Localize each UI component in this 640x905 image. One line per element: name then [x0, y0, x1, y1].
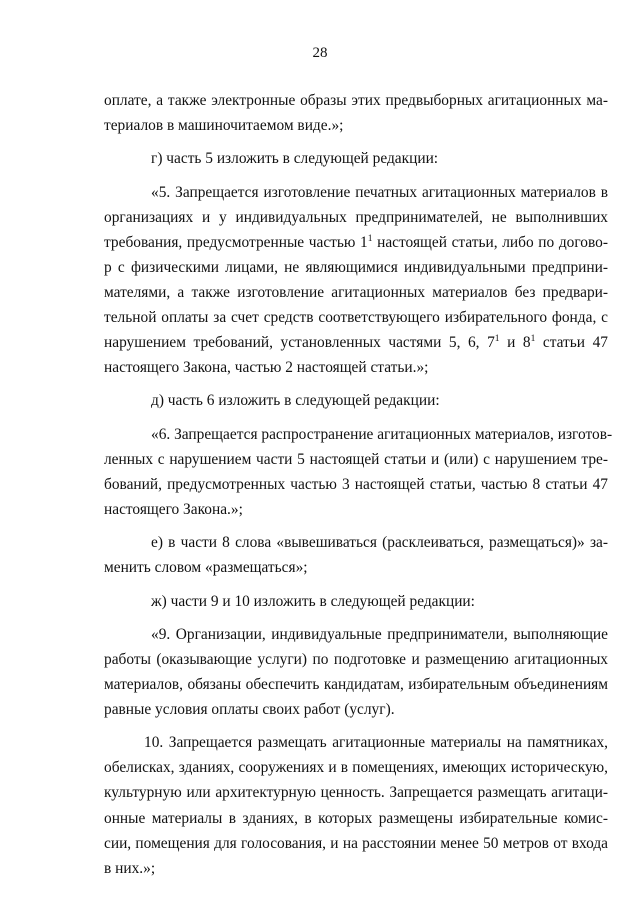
- document-body: [104, 88, 613, 881]
- text-segment: и 8: [499, 334, 531, 352]
- text-line: настоящего Закона.»;: [104, 500, 243, 518]
- text-line: культурную или архитектурную ценность. Запрещается размещать агитаци-: [104, 784, 608, 802]
- superscript: 1: [367, 233, 373, 244]
- text-line: «6. Запрещается распространение агитационных материалов, изготов-: [151, 425, 613, 443]
- text-line: териалов в машиночитаемом виде.»;: [104, 117, 344, 135]
- text-line: организациях и у индивидуальных предпринимателей, не выполнивших: [104, 208, 608, 226]
- text-line: р с физическими лицами, не являющимися индивидуальными предприни-: [104, 258, 608, 276]
- text-line: настоящего Закона, частью 2 настоящей статьи.»;: [104, 359, 429, 377]
- text-line: [104, 230, 608, 255]
- text-line: оплате, а также электронные образы этих предвыборных агитационных ма-: [104, 92, 608, 109]
- text-line: равные условия оплаты своих работ (услуг).: [104, 701, 395, 719]
- page-number: 28: [312, 45, 328, 61]
- text-line: «9. Организации, индивидуальные предприниматели, выполняющие: [151, 625, 608, 643]
- text-line: 10. Запрещается размещать агитационные материалы на памятниках,: [144, 734, 608, 752]
- paragraph-4: [104, 388, 608, 413]
- paragraph-8: [104, 622, 608, 722]
- text-line: обелисках, зданиях, сооружениях и в помещениях, имеющих историческую,: [104, 759, 608, 777]
- text-line: е) в части 8 слова «вывешиваться (расклеиваться, размещаться)» за-: [151, 534, 608, 552]
- text-segment: статьи 47: [535, 334, 608, 352]
- paragraph-6: [104, 530, 608, 580]
- paragraph-5: [104, 422, 613, 522]
- text-line: ж) части 9 и 10 изложить в следующей редакции:: [151, 592, 475, 610]
- text-line: сии, помещения для голосования, и на расстоянии менее 50 метров от входа: [104, 834, 608, 852]
- text-line: «5. Запрещается изготовление печатных агитационных материалов в: [151, 183, 608, 201]
- text-line: менить словом «размещаться»;: [104, 559, 308, 577]
- text-line: тельной оплаты за счет средств соответствующего избирательного фонда, с: [104, 309, 608, 327]
- text-line: онные материалы в зданиях, в которых размещены избирательные комис-: [104, 809, 608, 827]
- paragraph-1: [104, 88, 608, 138]
- text-segment: настоящей статьи, либо по догово-: [372, 233, 608, 251]
- text-line: в них.»;: [104, 859, 156, 877]
- text-line: материалов, обязаны обеспечить кандидатам, избирательным объединениям: [104, 675, 608, 693]
- text-segment: требования, предусмотренные частью 1: [104, 233, 368, 251]
- text-segment: нарушением требований, установленных частями 5, 6, 7: [104, 334, 495, 352]
- text-line: ленных с нарушением части 5 настоящей статьи и (или) с нарушением тре-: [104, 450, 608, 468]
- paragraph-2: [104, 146, 608, 171]
- superscript: 1: [530, 334, 536, 345]
- paragraph-7: [104, 589, 608, 614]
- text-line: [104, 330, 608, 355]
- text-line: мателями, а также изготовление агитационных материалов без предвари-: [104, 283, 608, 301]
- superscript: 1: [494, 334, 500, 345]
- text-line: бований, предусмотренных частью 3 настоящей статьи, частью 8 статьи 47: [104, 475, 608, 493]
- text-line: г) часть 5 изложить в следующей редакции:: [151, 150, 439, 168]
- paragraph-9: [104, 730, 608, 881]
- paragraph-3: [104, 180, 608, 381]
- text-line: работы (оказывающие услуги) по подготовке и размещению агитационных: [104, 650, 608, 668]
- text-line: д) часть 6 изложить в следующей редакции:: [151, 392, 440, 410]
